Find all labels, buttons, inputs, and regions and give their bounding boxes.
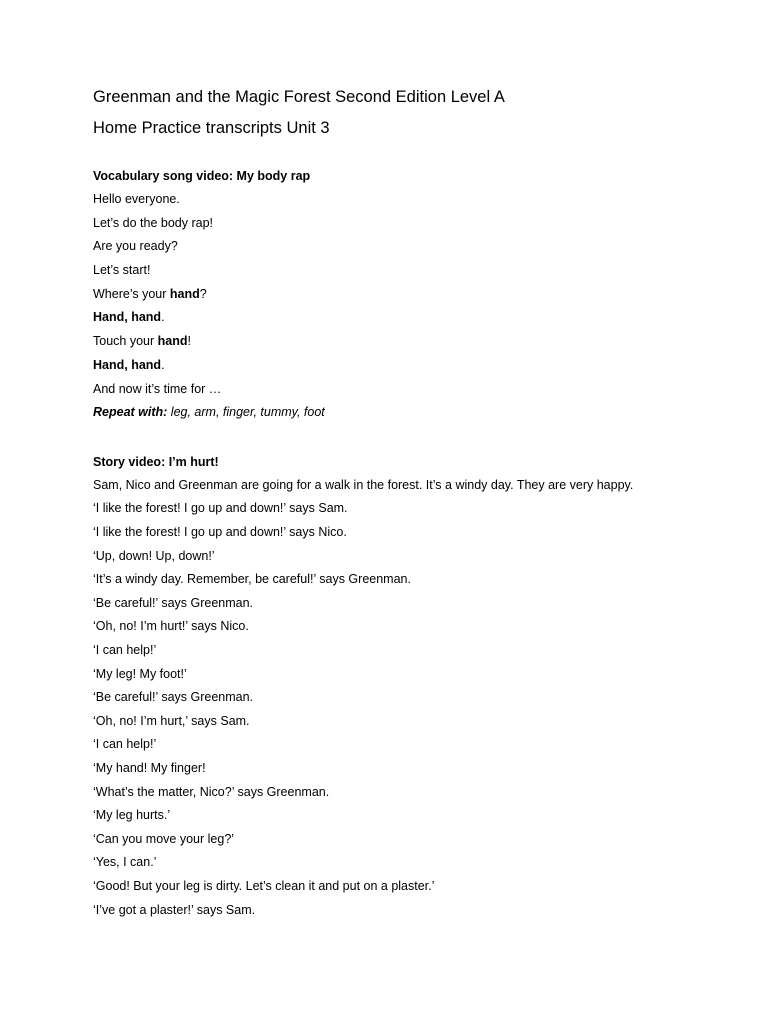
song-line: And now it’s time for …: [93, 381, 222, 396]
story-line: ‘Oh, no! I’m hurt,’ says Sam.: [93, 713, 250, 728]
story-line: ‘I like the forest! I go up and down!’ says Sam.: [93, 501, 348, 516]
story-line: ‘I’ve got a plaster!’ says Sam.: [93, 902, 256, 917]
song-line: [93, 309, 713, 325]
story-line: ‘Good! But your leg is dirty. Let’s clean it and put on a plaster.’: [93, 878, 435, 893]
song-line: [93, 333, 713, 349]
song-line-text: Where’s your: [93, 286, 170, 301]
story-line: ‘Be careful!’ says Greenman.: [93, 690, 254, 705]
repeat-with-words: leg, arm, finger, tummy, foot: [167, 405, 325, 420]
song-line: Hello everyone.: [93, 192, 180, 206]
song-line: [93, 286, 713, 302]
song-line: [93, 357, 713, 373]
song-keyword: Hand, hand: [93, 357, 162, 372]
document-subtitle: Home Practice transcripts Unit 3: [93, 119, 330, 137]
document-body: [93, 86, 713, 925]
story-line: ‘Up, down! Up, down!’: [93, 548, 215, 563]
song-line: Let’s do the body rap!: [93, 215, 213, 230]
story-line: ‘Can you move your leg?’: [93, 831, 235, 846]
repeat-with-label: Repeat with:: [93, 405, 168, 420]
story-section-heading: Story video: I’m hurt!: [93, 454, 219, 469]
song-line: Are you ready?: [93, 239, 178, 254]
story-line: ‘My hand! My finger!: [93, 761, 206, 775]
song-line-punct: .: [161, 310, 165, 325]
story-line: ‘My leg hurts.’: [93, 808, 171, 823]
song-line-punct: !: [187, 334, 191, 349]
song-keyword: hand: [169, 286, 200, 301]
song-line-punct: .: [161, 357, 165, 372]
story-line: ‘Oh, no! I’m hurt!’ says Nico.: [93, 619, 249, 634]
repeat-with-line: [93, 404, 713, 420]
story-line: ‘It’s a windy day. Remember, be careful!’ says Greenman.: [93, 572, 411, 587]
story-line: ‘What’s the matter, Nico?’ says Greenman.: [93, 784, 330, 799]
document-title: Greenman and the Magic Forest Second Edition Level A: [93, 88, 505, 106]
song-line-text: Touch your: [93, 334, 158, 349]
song-line-punct: ?: [199, 286, 207, 301]
song-keyword: Hand, hand: [93, 310, 162, 325]
story-line: ‘I like the forest! I go up and down!’ says Nico.: [93, 525, 347, 540]
song-section-heading: Vocabulary song video: My body rap: [93, 169, 311, 183]
song-line: Let’s start!: [93, 263, 151, 278]
story-line: ‘I can help!’: [93, 737, 157, 752]
story-line: Sam, Nico and Greenman are going for a walk in the forest. It’s a windy day. They are very happy.: [93, 477, 634, 492]
section-spacer: [93, 428, 713, 454]
story-line: ‘My leg! My foot!’: [93, 666, 187, 681]
story-line: ‘I can help!’: [93, 643, 157, 658]
story-line: ‘Be careful!’ says Greenman.: [93, 595, 254, 610]
story-line: ‘Yes, I can.’: [93, 855, 157, 870]
song-keyword: hand: [157, 334, 188, 349]
